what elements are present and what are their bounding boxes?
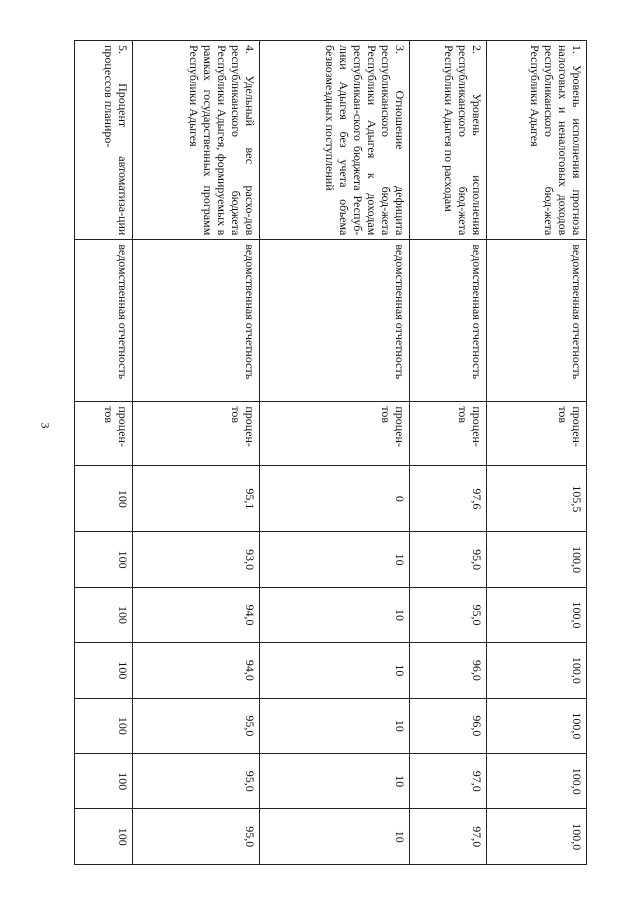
- value-cell: 100: [75, 587, 133, 642]
- indicator-name-cell: 3. Отношение дефицита республиканского бюд-жета Республики Адыгея к доходам республикан-ского бюджета Респуб-лики Адыгея без учета объема безвозмездных поступлений: [260, 41, 410, 240]
- value-cell: 10: [260, 587, 410, 642]
- value-cell: 100: [75, 643, 133, 698]
- value-cell: 0: [260, 466, 410, 532]
- value-cell: 10: [260, 754, 410, 809]
- value-cell: 100,0: [487, 643, 587, 698]
- source-cell: ведомственная отчетность: [487, 240, 587, 402]
- value-cell: 100: [75, 809, 133, 865]
- value-cell: 95,0: [410, 532, 487, 587]
- table-row: [75, 41, 133, 865]
- unit-cell: процен-тов: [75, 402, 133, 466]
- value-cell: 100: [75, 466, 133, 532]
- source-cell: ведомственная отчетность: [260, 240, 410, 402]
- value-cell: 93,0: [133, 532, 260, 587]
- value-cell: 10: [260, 532, 410, 587]
- source-cell: ведомственная отчетность: [410, 240, 487, 402]
- value-cell: 94,0: [133, 643, 260, 698]
- value-cell: 100: [75, 698, 133, 753]
- value-cell: 94,0: [133, 587, 260, 642]
- value-cell: 95,0: [133, 754, 260, 809]
- table-row: [260, 41, 410, 865]
- value-cell: 100,0: [487, 532, 587, 587]
- value-cell: 100,0: [487, 754, 587, 809]
- value-cell: 100: [75, 532, 133, 587]
- indicator-name-cell: 2. Уровень исполнения республиканского бюд-жета Республики Адыгея по расходам: [410, 41, 487, 240]
- value-cell: 10: [260, 698, 410, 753]
- source-cell: ведомственная отчетность: [75, 240, 133, 402]
- value-cell: 95,0: [133, 698, 260, 753]
- value-cell: 95,0: [133, 809, 260, 865]
- value-cell: 105,5: [487, 466, 587, 532]
- source-cell: ведомственная отчетность: [133, 240, 260, 402]
- value-cell: 95,1: [133, 466, 260, 532]
- table-row: [133, 41, 260, 865]
- value-cell: 96,0: [410, 643, 487, 698]
- page-number: 3: [38, 422, 53, 429]
- indicator-name-cell: 1. Уровень исполнения прогноза налоговых и неналоговых доходов республиканского бюд-жета Республики Адыгея: [487, 41, 587, 240]
- table-row: [410, 41, 487, 865]
- indicator-name-cell: 4. Удельный вес расхо-дов республиканского бюджета Республики Адыгея, формируемых в рамках государственных программ Республики Адыгея: [133, 41, 260, 240]
- value-cell: 100,0: [487, 809, 587, 865]
- indicators-table: [74, 40, 587, 865]
- unit-cell: процен-тов: [487, 402, 587, 466]
- value-cell: 97,6: [410, 466, 487, 532]
- unit-cell: процен-тов: [260, 402, 410, 466]
- value-cell: 96,0: [410, 698, 487, 753]
- indicator-name-cell: 5. Процент автоматиза-ции процессов планиро-: [75, 41, 133, 240]
- value-cell: 95,0: [410, 587, 487, 642]
- value-cell: 97,0: [410, 754, 487, 809]
- value-cell: 97,0: [410, 809, 487, 865]
- value-cell: 100,0: [487, 587, 587, 642]
- value-cell: 100,0: [487, 698, 587, 753]
- rotated-table-container: [74, 40, 587, 865]
- unit-cell: процен-тов: [410, 402, 487, 466]
- value-cell: 100: [75, 754, 133, 809]
- unit-cell: процен-тов: [133, 402, 260, 466]
- table-row: [487, 41, 587, 865]
- value-cell: 10: [260, 643, 410, 698]
- value-cell: 10: [260, 809, 410, 865]
